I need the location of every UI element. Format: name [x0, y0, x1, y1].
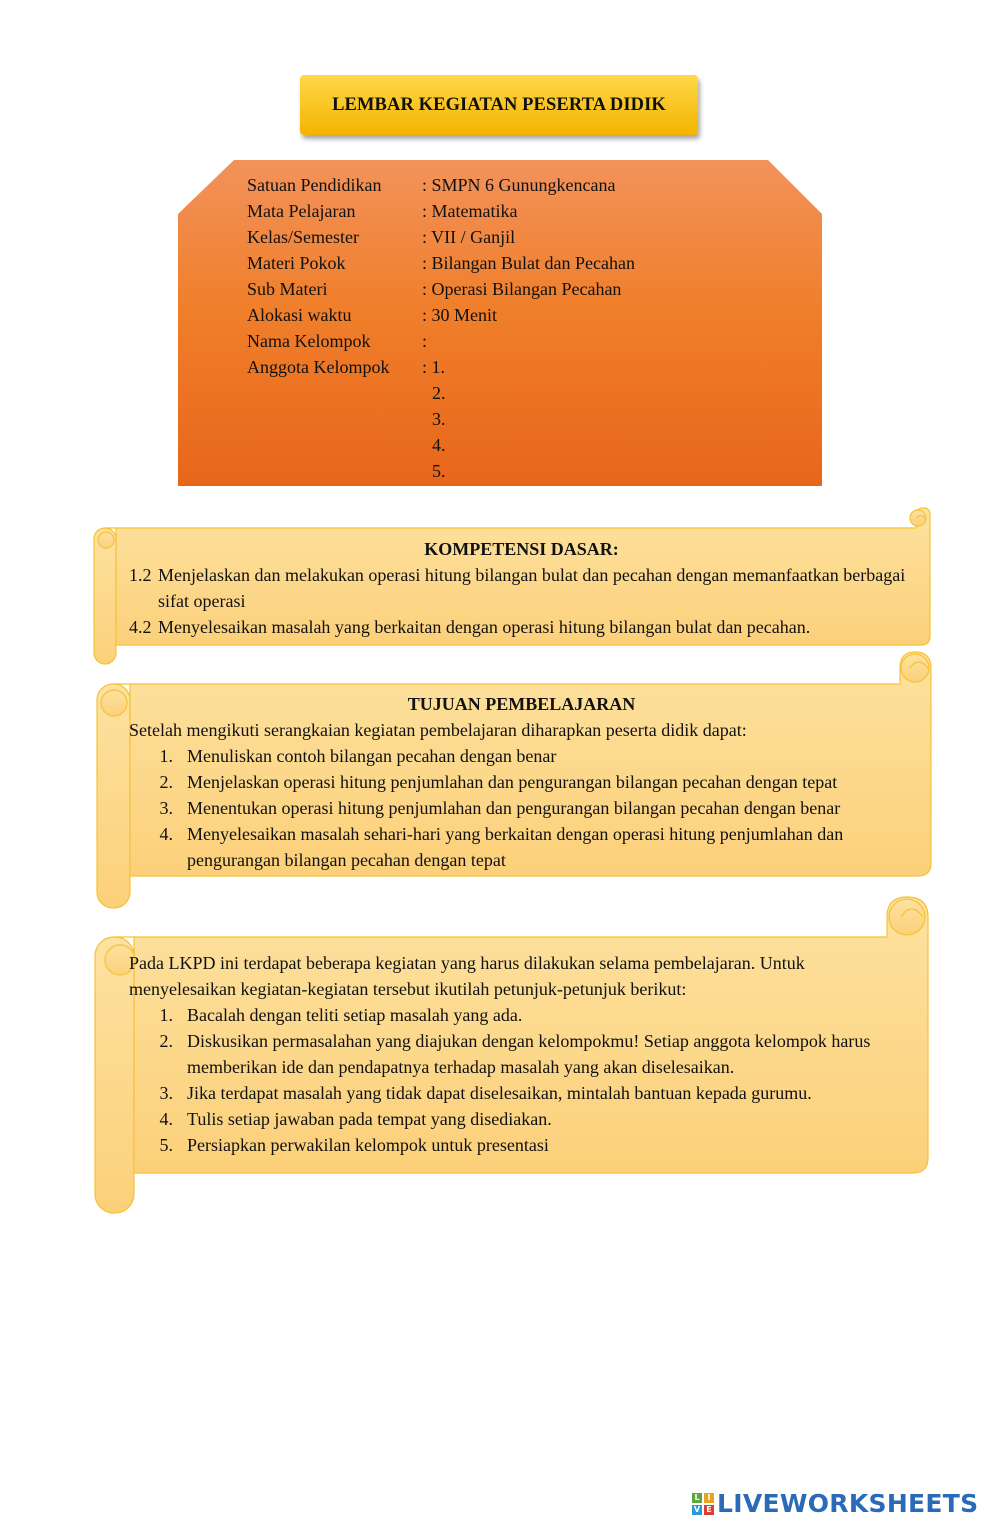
petunjuk-item — [129, 1106, 909, 1132]
info-value: : SMPN 6 Gunungkencana — [422, 175, 616, 195]
tujuan-text: Menjelaskan operasi hitung penjumlahan dan pengurangan bilangan pecahan dengan tepat — [187, 772, 838, 792]
petunjuk-item — [129, 1132, 909, 1158]
member-number: 2. — [432, 383, 446, 403]
petunjuk-number: 4. — [159, 1109, 173, 1129]
kompetensi-text: Menyelesaikan masalah yang berkaitan dengan operasi hitung bilangan bulat dan pecahan. — [158, 617, 811, 637]
petunjuk-text: Tulis setiap jawaban pada tempat yang disediakan. — [187, 1109, 552, 1129]
tujuan-number: 2. — [159, 772, 173, 792]
liveworksheets-logo[interactable] — [692, 1489, 978, 1518]
member-number: 3. — [432, 409, 446, 429]
kompetensi-text: Menjelaskan dan melakukan operasi hitung bilangan bulat dan pecahan dengan memanfaatkan berbagai sifat operasi — [158, 565, 906, 611]
tujuan-item — [129, 821, 914, 873]
petunjuk-text: Persiapkan perwakilan kelompok untuk presentasi — [187, 1135, 549, 1155]
petunjuk-section — [129, 950, 909, 1158]
petunjuk-text: Diskusikan permasalahan yang diajukan dengan kelompokmu! Setiap anggota kelompok harus memberikan ide dan pendapatnya terhadap masalah yang akan diselesaikan. — [187, 1031, 871, 1077]
member-number: 5. — [432, 461, 446, 481]
info-value: : 1. — [422, 357, 446, 377]
tujuan-heading: TUJUAN PEMBELAJARAN — [407, 694, 636, 714]
logo-letter: L — [692, 1493, 702, 1503]
info-label: Sub Materi — [247, 279, 328, 299]
info-value: : Matematika — [422, 201, 518, 221]
info-label: Mata Pelajaran — [247, 201, 356, 221]
petunjuk-intro: Pada LKPD ini terdapat beberapa kegiatan yang harus dilakukan selama pembelajaran. Untuk menyelesaikan kegiatan-kegiatan tersebut ikutilah petunjuk-petunjuk berikut: — [129, 953, 805, 999]
petunjuk-text: Jika terdapat masalah yang tidak dapat diselesaikan, mintalah bantuan kepada gurumu. — [187, 1083, 812, 1103]
info-value: : Bilangan Bulat dan Pecahan — [422, 253, 635, 273]
tujuan-section — [129, 691, 914, 873]
kompetensi-item — [129, 562, 914, 614]
tujuan-item — [129, 795, 914, 821]
logo-letter: I — [704, 1493, 714, 1503]
info-label: Nama Kelompok — [247, 331, 371, 351]
petunjuk-item — [129, 1028, 909, 1080]
logo-letter: E — [704, 1505, 714, 1515]
kompetensi-item — [129, 614, 914, 640]
tujuan-text: Menyelesaikan masalah sehari-hari yang berkaitan dengan operasi hitung penjumlahan dan pengurangan bilangan pecahan dengan tepat — [187, 824, 844, 870]
info-label: Kelas/Semester — [247, 227, 359, 247]
petunjuk-number: 5. — [159, 1135, 173, 1155]
logo-text: LIVEWORKSHEETS — [717, 1489, 979, 1518]
kompetensi-section — [129, 536, 914, 640]
member-number: 4. — [432, 435, 446, 455]
petunjuk-number: 2. — [159, 1031, 173, 1051]
page-title: LEMBAR KEGIATAN PESERTA DIDIK — [332, 94, 666, 115]
kompetensi-number: 4.2 — [129, 617, 152, 637]
petunjuk-text: Bacalah dengan teliti setiap masalah yang ada. — [187, 1005, 523, 1025]
info-value: : VII / Ganjil — [422, 227, 516, 247]
info-value: : 30 Menit — [422, 305, 497, 325]
tujuan-text: Menentukan operasi hitung penjumlahan dan pengurangan bilangan pecahan dengan benar — [187, 798, 841, 818]
kompetensi-heading: KOMPETENSI DASAR: — [424, 539, 619, 559]
tujuan-intro: Setelah mengikuti serangkaian kegiatan pembelajaran diharapkan peserta didik dapat: — [129, 720, 747, 740]
tujuan-item — [129, 769, 914, 795]
tujuan-number: 4. — [159, 824, 173, 844]
tujuan-text: Menuliskan contoh bilangan pecahan dengan benar — [187, 746, 557, 766]
tujuan-number: 3. — [159, 798, 173, 818]
info-label: Anggota Kelompok — [247, 357, 390, 377]
petunjuk-item — [129, 1080, 909, 1106]
info-value: : — [422, 331, 428, 351]
tujuan-item — [129, 743, 914, 769]
petunjuk-item — [129, 1002, 909, 1028]
kompetensi-number: 1.2 — [129, 565, 152, 585]
info-label: Alokasi waktu — [247, 305, 352, 325]
petunjuk-number: 3. — [159, 1083, 173, 1103]
logo-letter: V — [693, 1505, 701, 1514]
info-value: : Operasi Bilangan Pecahan — [422, 279, 622, 299]
petunjuk-number: 1. — [159, 1005, 173, 1025]
logo-mark-icon — [692, 1493, 714, 1515]
info-label: Satuan Pendidikan — [247, 175, 382, 195]
info-label: Materi Pokok — [247, 253, 346, 273]
tujuan-number: 1. — [159, 746, 173, 766]
